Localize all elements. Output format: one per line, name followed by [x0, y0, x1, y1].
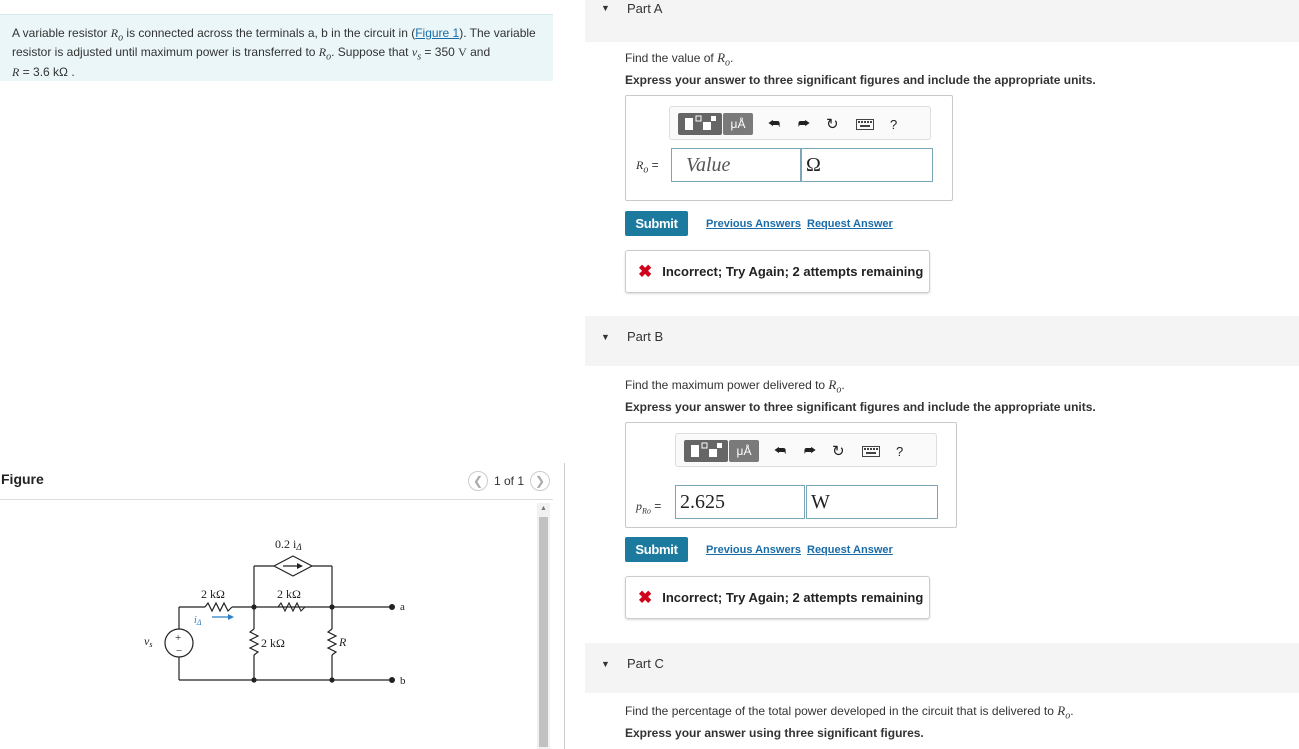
- figure-page-indicator: 1 of 1: [493, 474, 524, 488]
- resistor-r-var: [328, 629, 336, 655]
- part-a-answer-label: $R_o$ =: [636, 158, 659, 176]
- error-x-icon: ✖: [638, 587, 653, 607]
- part-a-request-answer-link[interactable]: Request Answer: [807, 218, 893, 230]
- part-a-instruction: Express your answer to three significant figures and include the appropriate units.: [625, 73, 1096, 87]
- caret-down-icon: ▼: [601, 332, 610, 342]
- part-b-value-input[interactable]: 2.625: [675, 485, 805, 519]
- resistor-r3: [250, 629, 258, 655]
- dep-source-label: 0.2 iΔ: [275, 537, 302, 552]
- templates-icon[interactable]: [678, 113, 722, 135]
- node: [329, 604, 334, 609]
- part-b-answer-label: $p_{Ro}$ =: [636, 499, 662, 516]
- terminal-a-node: [389, 604, 395, 610]
- node: [329, 677, 334, 682]
- part-a-question: Find the value of $R_o$.: [625, 50, 734, 69]
- minus-sign: −: [176, 645, 183, 657]
- answer-toolbar: [669, 106, 931, 140]
- part-c-question: Find the percentage of the total power developed in the circuit that is delivered to $R_o$.: [625, 703, 1074, 722]
- terminal-a-label: a: [400, 601, 405, 613]
- redo-icon[interactable]: ⮫: [804, 443, 817, 458]
- i-delta-label: $i_\Delta$: [194, 615, 202, 627]
- figure-nav: [468, 471, 550, 491]
- keyboard-icon[interactable]: [856, 115, 874, 133]
- caret-down-icon: ▼: [601, 3, 610, 13]
- answer-toolbar: [675, 433, 937, 467]
- part-b-unit-input[interactable]: W: [806, 485, 938, 519]
- help-icon[interactable]: ?: [890, 116, 898, 132]
- circuit-diagram: [130, 528, 420, 698]
- right-panel: [585, 0, 1299, 749]
- part-c-header[interactable]: ▼ Part C: [585, 643, 1299, 693]
- part-b-submit-button[interactable]: Submit: [625, 537, 688, 562]
- units-icon[interactable]: μÅ: [723, 113, 753, 135]
- redo-icon[interactable]: ⮫: [798, 116, 811, 131]
- caret-down-icon: ▼: [601, 659, 610, 669]
- resistor-r1: [205, 603, 232, 611]
- part-a-unit-input[interactable]: Ω: [801, 148, 933, 182]
- left-panel: [0, 0, 565, 749]
- part-a-answer-box: [625, 95, 953, 201]
- terminal-b-node: [389, 677, 395, 683]
- reset-icon[interactable]: ↻: [826, 116, 839, 133]
- part-a-header[interactable]: ▼ Part A: [585, 0, 1299, 42]
- r-var-label: R: [339, 635, 347, 649]
- r3-label: 2 kΩ: [261, 636, 285, 650]
- part-b-instruction: Express your answer to three significant figures and include the appropriate units.: [625, 400, 1096, 414]
- terminal-b-label: b: [400, 675, 406, 687]
- figure-header: [0, 466, 553, 500]
- part-b-answer-box: [625, 422, 957, 528]
- figure-title: Figure: [1, 471, 44, 487]
- node: [251, 604, 256, 609]
- error-x-icon: ✖: [638, 261, 653, 281]
- node: [251, 677, 256, 682]
- plus-sign: +: [175, 632, 182, 644]
- part-c-instruction: Express your answer using three significant figures.: [625, 726, 924, 740]
- chevron-left-icon[interactable]: ❮: [468, 471, 488, 491]
- part-a-previous-answers-link[interactable]: Previous Answers: [706, 218, 801, 230]
- templates-icon[interactable]: [684, 440, 728, 462]
- part-b-request-answer-link[interactable]: Request Answer: [807, 544, 893, 556]
- part-b-question: Find the maximum power delivered to $R_o$.: [625, 377, 845, 396]
- part-b-previous-answers-link[interactable]: Previous Answers: [706, 544, 801, 556]
- chevron-right-icon[interactable]: ❯: [530, 471, 550, 491]
- r2-label: 2 kΩ: [277, 587, 301, 601]
- help-icon[interactable]: ?: [896, 443, 904, 459]
- part-b-feedback: ✖ Incorrect; Try Again; 2 attempts remaining: [625, 576, 930, 619]
- part-a-feedback: ✖ Incorrect; Try Again; 2 attempts remaining: [625, 250, 930, 293]
- figure-scrollbar[interactable]: [537, 503, 550, 749]
- undo-icon[interactable]: ⮪: [768, 116, 781, 131]
- vs-label: vs: [144, 634, 153, 649]
- keyboard-icon[interactable]: [862, 442, 880, 460]
- source-arrow-head: [297, 563, 303, 569]
- part-a-value-input[interactable]: Value: [671, 148, 801, 182]
- scroll-up-icon[interactable]: ▲: [540, 505, 547, 512]
- panel-divider: [564, 463, 565, 749]
- undo-icon[interactable]: ⮪: [774, 443, 787, 458]
- units-icon[interactable]: μÅ: [729, 440, 759, 462]
- part-a-submit-button[interactable]: Submit: [625, 211, 688, 236]
- figure-link[interactable]: Figure 1: [415, 26, 460, 40]
- r1-label: 2 kΩ: [201, 587, 225, 601]
- current-arrow-head: [228, 614, 234, 620]
- reset-icon[interactable]: ↻: [832, 443, 845, 460]
- part-b-header[interactable]: ▼ Part B: [585, 316, 1299, 366]
- scroll-thumb[interactable]: [539, 517, 548, 747]
- problem-statement: A variable resistor $R_o$ is connected across the terminals a, b in the circuit in (Figure 1). The variable resistor is adjusted until maximum power is transferred to $R_o$. Suppose that $v_s = 350$ V and R = 3.6 kΩ .: [0, 14, 553, 81]
